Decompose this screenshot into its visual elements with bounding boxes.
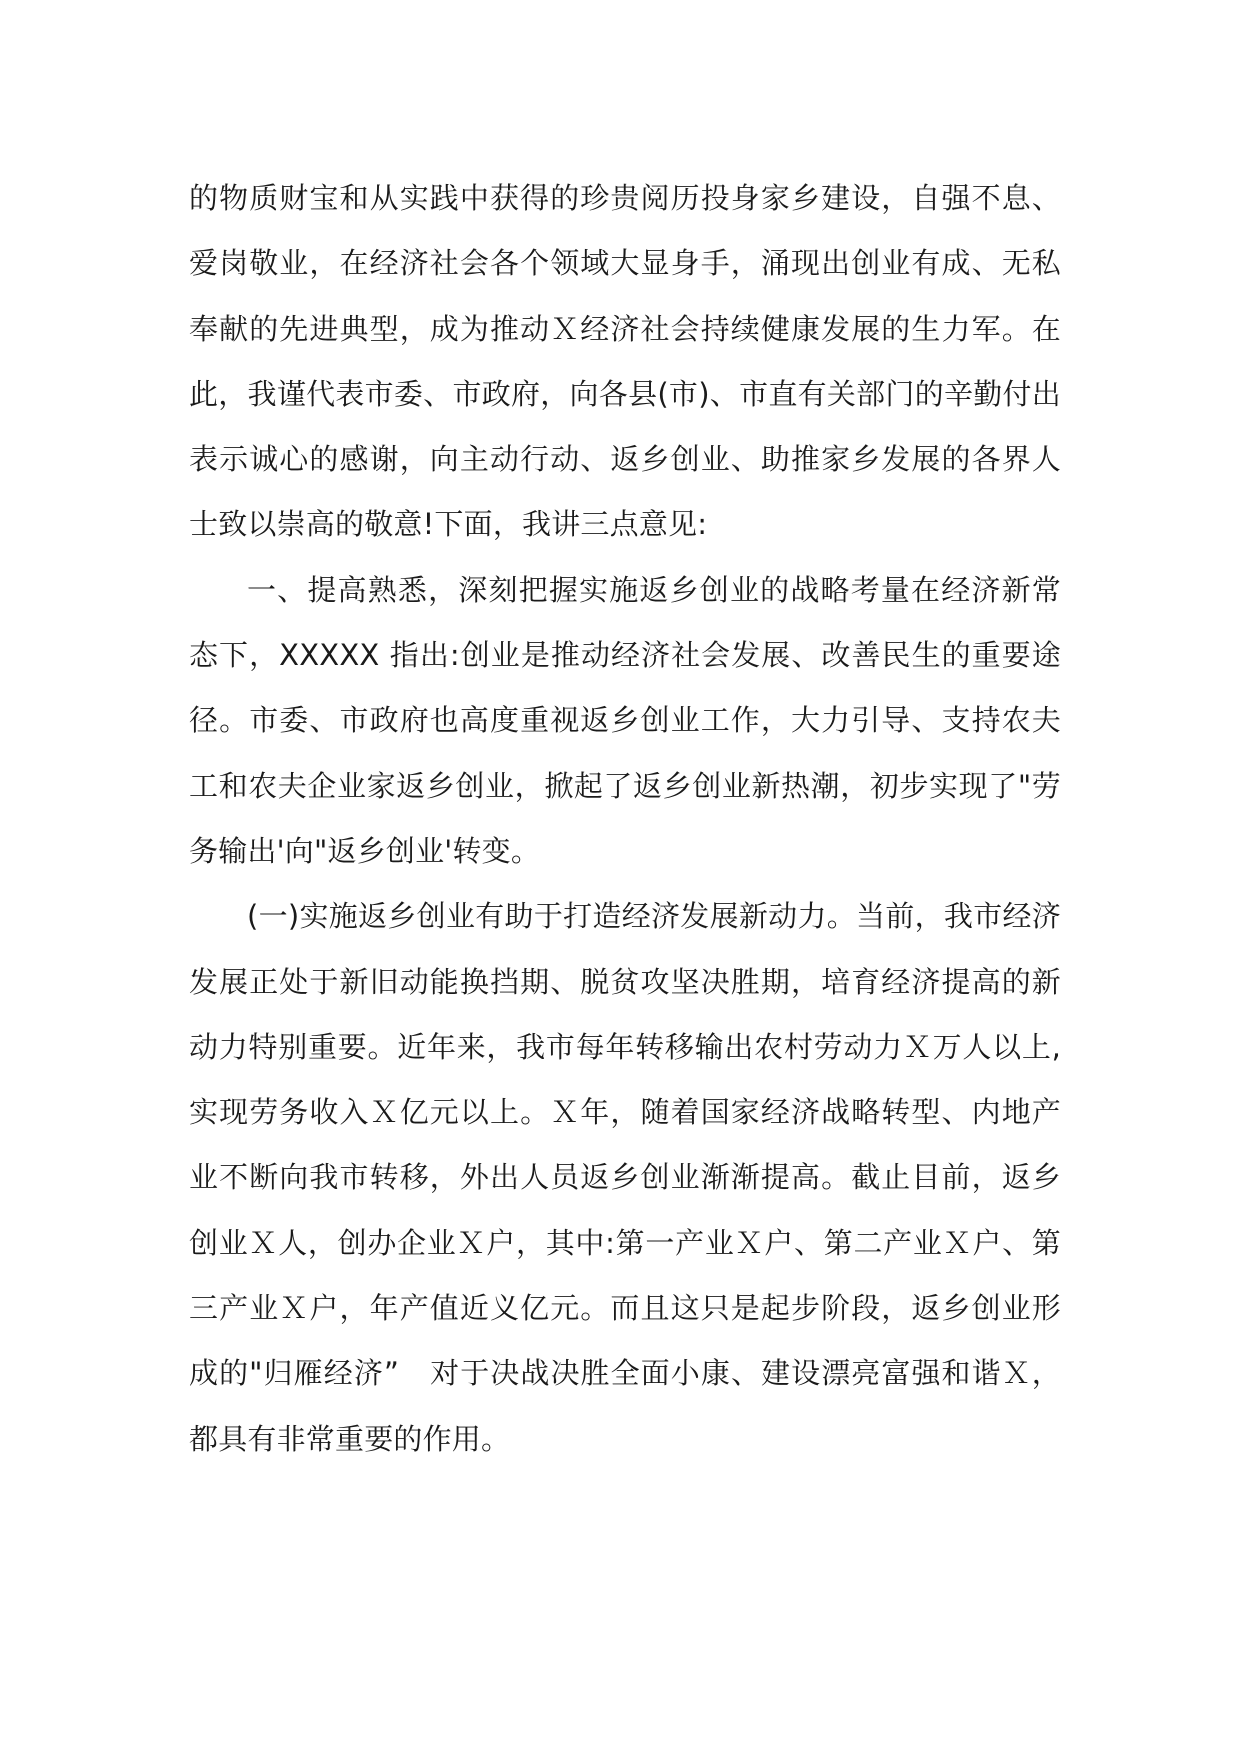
paragraph-subsection-one: (一)实施返乡创业有助于打造经济发展新动力。当前，我市经济发展正处于新旧动能换挡期、脱贫攻坚决胜期，培育经济提高的新动力特别重要。近年来，我市每年转移输出农村劳动力Ｘ万人以上,实现劳务收入Ｘ亿元以上。Ｘ年，随着国家经济战略转型、内地产业不断向我市转移，外出人员返乡创业渐渐提高。截止目前，返乡创业Ｘ人，创办企业Ｘ户，其中:第一产业Ｘ户、第二产业Ｘ户、第三产业Ｘ户，年产值近义亿元。而且这只是起步阶段，返乡创业形成的"归雁经济” 对于决战决胜全面小康、建设漂亮富强和谐Ｘ，都具有非常重要的作用。	[189, 899, 1061, 1456]
paragraph-section-one: 一、提高熟悉，深刻把握实施返乡创业的战略考量在经济新常态下，XXXXX 指出:创业是推动经济社会发展、改善民生的重要途径。市委、市政府也高度重视返乡创业工作，大力引导、支持农夫工和农夫企业家返乡创业，掀起了返乡创业新热潮，初步实现了"劳务输出'向"返乡创业'转变。	[189, 572, 1061, 868]
paragraph-continuation: 的物质财宝和从实践中获得的珍贵阅历投身家乡建设，自强不息、爱岗敬业，在经济社会各个领域大显身手，涌现出创业有成、无私奉献的先进典型，成为推动Ｘ经济社会持续健康发展的生力军。在此，我谨代表市委、市政府，向各县(市)、市直有关部门的辛勤付出表示诚心的感谢，向主动行动、返乡创业、助推家乡发展的各界人士致以崇高的敬意!下面，我讲三点意见:	[189, 181, 1061, 542]
document-body	[189, 166, 1061, 1472]
